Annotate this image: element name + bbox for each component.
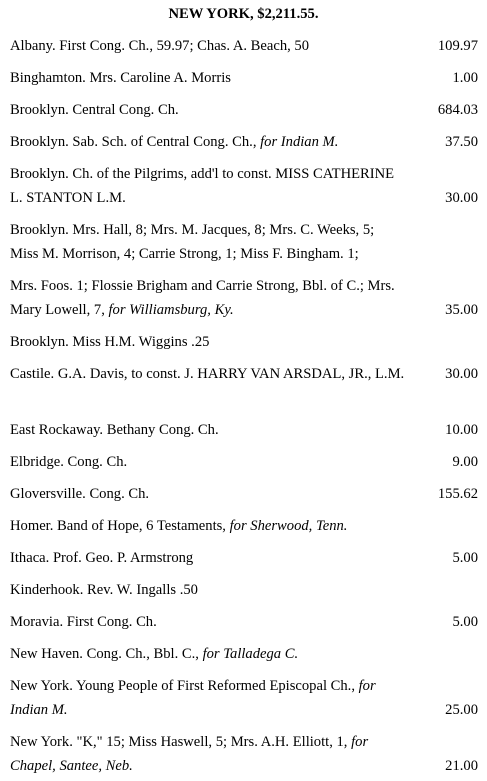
entry-text: Brooklyn. Miss H.M. Wiggins .25: [10, 334, 210, 350]
entry-text: Brooklyn. Ch. of the Pilgrims, add'l to const. MISS CATHERINE L. STANTON L.M.: [10, 166, 395, 206]
entry-text: New Haven. Cong. Ch., Bbl. C.,: [10, 646, 203, 662]
entry-purpose: for Williamsburg, Ky.: [108, 302, 234, 318]
entry-amount: 5.00: [452, 550, 478, 566]
entry-text: New York. Young People of First Reformed Episcopal Ch.,: [10, 678, 359, 694]
entry-amount: 109.97: [437, 38, 478, 54]
entry-new-york-k: [10, 730, 478, 778]
entry-text: Kinderhook. Rev. W. Ingalls .50: [10, 582, 198, 598]
entry-amount: 684.03: [437, 102, 478, 118]
entry-text: Gloversville. Cong. Ch.: [10, 486, 150, 502]
entry-text: Moravia. First Cong. Ch.: [10, 614, 157, 630]
entry-purpose: for Indian M.: [260, 134, 339, 150]
state-heading: NEW YORK, $2,211.55.: [168, 6, 319, 22]
entry-text: New York. "K," 15; Miss Haswell, 5; Mrs. A.H. Elliott, 1,: [10, 734, 352, 750]
entry-brooklyn-pilgrims: [10, 162, 478, 210]
entry-text: Brooklyn. Mrs. Hall, 8; Mrs. M. Jacques, 8; Mrs. C. Weeks, 5; Miss M. Morrison, 4; Carrie Strong, 1; Miss F. Bingham. 1;: [10, 222, 375, 262]
entry-brooklyn-wiggins: [10, 330, 478, 354]
entry-ithaca: [10, 546, 478, 570]
entry-amount: 155.62: [437, 486, 478, 502]
entry-amount: 10.00: [445, 422, 478, 438]
entry-text: Binghamton. Mrs. Caroline A. Morris: [10, 70, 231, 86]
entry-amount: 30.00: [445, 366, 478, 382]
entry-purpose: for Indian M.: [10, 678, 376, 718]
entry-amount: 21.00: [445, 758, 478, 774]
entry-homer: [10, 514, 478, 538]
entry-text: East Rockaway. Bethany Cong. Ch.: [10, 422, 219, 438]
entry-text: Castile. G.A. Davis, to const. J. HARRY VAN ARSDAL, JR., L.M.: [10, 366, 405, 382]
entry-brooklyn-hall: [10, 218, 478, 266]
entry-text: Brooklyn. Sab. Sch. of Central Cong. Ch.,: [10, 134, 261, 150]
entry-elbridge: [10, 450, 478, 474]
entry-amount: 30.00: [445, 190, 478, 206]
entry-amount: 1.00: [452, 70, 478, 86]
entry-binghamton: [10, 66, 478, 90]
entry-moravia: [10, 610, 478, 634]
entry-text: Mrs. Foos. 1; Flossie Brigham and Carrie Strong, Bbl. of C.; Mrs. Mary Lowell, 7,: [10, 278, 395, 318]
entry-east-rockaway: [10, 418, 478, 442]
entry-text: Homer. Band of Hope, 6 Testaments,: [10, 518, 230, 534]
entry-purpose: for Sherwood, Tenn.: [229, 518, 348, 534]
entry-amount: 35.00: [445, 302, 478, 318]
entry-brooklyn-foos: [10, 274, 478, 322]
entry-kinderhook: [10, 578, 478, 602]
entry-amount: 9.00: [452, 454, 478, 470]
entry-new-york-reformed: [10, 674, 478, 722]
entry-brooklyn-central: [10, 98, 478, 122]
entry-new-haven: [10, 642, 478, 666]
entry-text: Brooklyn. Central Cong. Ch.: [10, 102, 179, 118]
entry-text: Elbridge. Cong. Ch.: [10, 454, 128, 470]
entry-amount: 5.00: [452, 614, 478, 630]
entry-text: Albany. First Cong. Ch., 59.97; Chas. A. Beach, 50: [10, 38, 310, 54]
entry-amount: 37.50: [445, 134, 478, 150]
entry-gloversville: [10, 482, 478, 506]
entry-albany: [10, 34, 478, 58]
entry-castile: [10, 362, 478, 386]
entry-amount: 25.00: [445, 702, 478, 718]
entry-brooklyn-sab-sch: [10, 130, 478, 154]
entry-purpose: for Talladega C.: [202, 646, 299, 662]
entry-purpose: for Chapel, Santee, Neb.: [10, 734, 369, 774]
entry-text: Ithaca. Prof. Geo. P. Armstrong: [10, 550, 194, 566]
